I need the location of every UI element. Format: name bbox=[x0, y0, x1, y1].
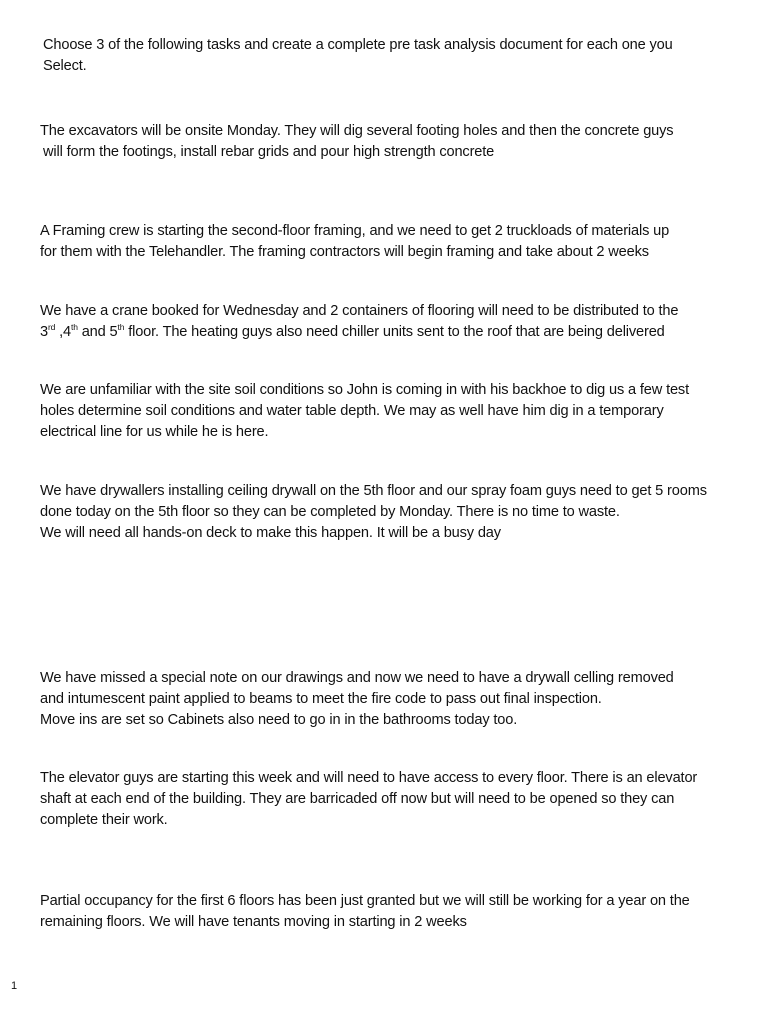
task-crane-line-2 bbox=[40, 322, 764, 343]
task-excavation bbox=[40, 121, 764, 163]
task-elevator bbox=[40, 768, 764, 831]
floor-4: ,4 bbox=[55, 324, 72, 340]
intro-line-1: Choose 3 of the following tasks and create a complete pre task analysis document for each one you bbox=[43, 37, 673, 53]
task-framing bbox=[40, 221, 764, 263]
task-occupancy-line-1: Partial occupancy for the first 6 floors has been just granted but we will still be working for a year on the bbox=[40, 893, 690, 909]
task-fire-code-line-1: We have missed a special note on our drawings and now we need to have a drywall celling removed bbox=[40, 670, 674, 686]
task-soil-line-3: electrical line for us while he is here. bbox=[40, 424, 269, 440]
task-elevator-line-3: complete their work. bbox=[40, 812, 168, 828]
task-crane-line-1: We have a crane booked for Wednesday and 2 containers of flooring will need to be distributed to the bbox=[40, 303, 679, 319]
intro-paragraph bbox=[43, 35, 767, 77]
intro-line-2: Select. bbox=[43, 58, 87, 74]
task-framing-line-2: for them with the Telehandler. The framing contractors will begin framing and take about 2 weeks bbox=[40, 244, 649, 260]
task-drywall-spray-foam bbox=[40, 481, 764, 544]
task-drywall-line-3: We will need all hands-on deck to make this happen. It will be a busy day bbox=[40, 525, 501, 541]
task-occupancy-line-2: remaining floors. We will have tenants moving in starting in 2 weeks bbox=[40, 914, 467, 930]
task-framing-line-1: A Framing crew is starting the second-floor framing, and we need to get 2 truckloads of materials up bbox=[40, 223, 670, 239]
page-number: 1 bbox=[11, 980, 18, 992]
task-elevator-line-1: The elevator guys are starting this week and will need to have access to every floor. There is an elevator bbox=[40, 770, 698, 786]
task-excavation-line-1: The excavators will be onsite Monday. They will dig several footing holes and then the concrete guys bbox=[40, 123, 674, 139]
task-soil-test bbox=[40, 380, 764, 443]
task-elevator-line-2: shaft at each end of the building. They are barricaded off now but will need to be opened so they can bbox=[40, 791, 675, 807]
task-fire-code-line-3: Move ins are set so Cabinets also need to go in in the bathrooms today too. bbox=[40, 712, 518, 728]
task-crane bbox=[40, 301, 764, 343]
floor-3: 3 bbox=[40, 324, 48, 340]
task-fire-code-line-2: and intumescent paint applied to beams to meet the fire code to pass out final inspection. bbox=[40, 691, 602, 707]
task-drywall-line-2: done today on the 5th floor so they can be completed by Monday. There is no time to waste. bbox=[40, 504, 620, 520]
floor-5: and 5 bbox=[77, 324, 118, 340]
task-fire-code bbox=[40, 668, 764, 731]
task-soil-line-1: We are unfamiliar with the site soil conditions so John is coming in with his backhoe to dig us a few test bbox=[40, 382, 689, 398]
task-excavation-line-2: will form the footings, install rebar grids and pour high strength concrete bbox=[43, 144, 495, 160]
task-soil-line-2: holes determine soil conditions and water table depth. We may as well have him dig in a temporary bbox=[40, 403, 664, 419]
task-drywall-line-1: We have drywallers installing ceiling drywall on the 5th floor and our spray foam guys need to get 5 rooms bbox=[40, 483, 707, 499]
ordinal-th-5: th bbox=[117, 322, 125, 333]
task-occupancy bbox=[40, 891, 764, 933]
ordinal-th-4: th bbox=[71, 322, 78, 333]
ordinal-rd: rd bbox=[47, 322, 56, 333]
task-crane-line-2-rest: floor. The heating guys also need chiller units sent to the roof that are being delivered bbox=[124, 324, 665, 340]
